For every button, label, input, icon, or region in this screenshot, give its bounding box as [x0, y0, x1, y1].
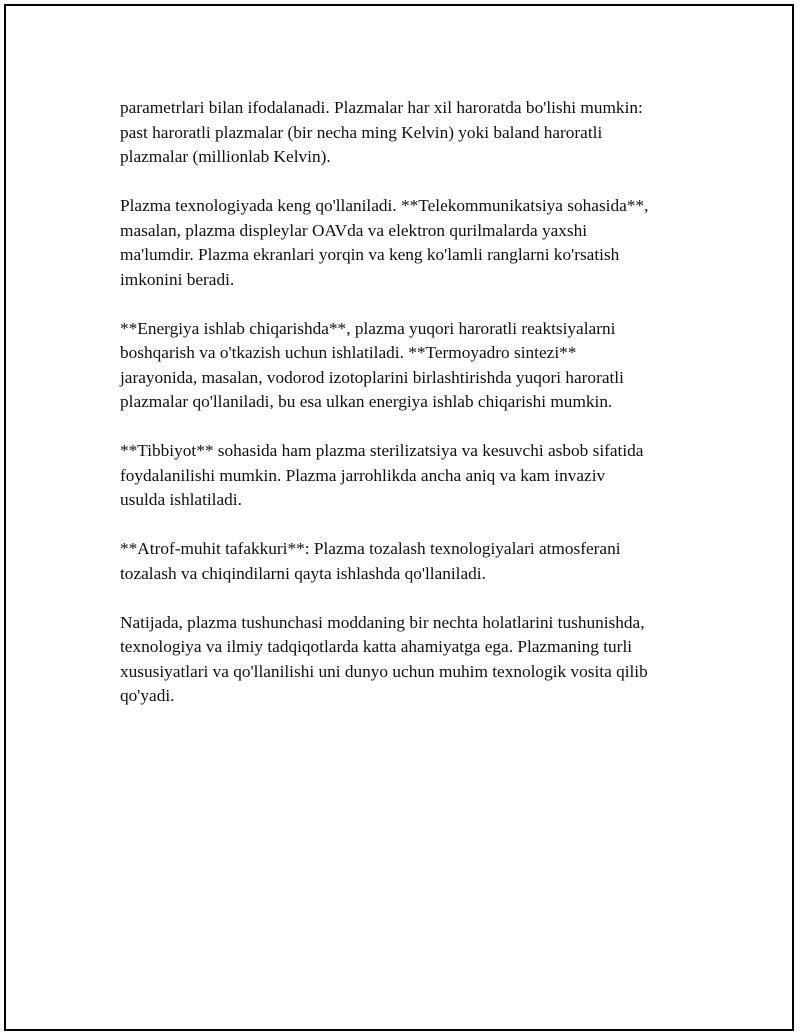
text-line: jarayonida, masalan, vodorod izotoplarini birlashtirishda yuqori haroratli	[120, 367, 624, 387]
document-page	[4, 4, 794, 1031]
text-line: usulda ishlatiladi.	[120, 490, 242, 509]
text-line: qo'yadi.	[120, 686, 175, 705]
text-line: Plazma texnologiyada keng qo'llaniladi. **Telekommunikatsiya sohasida**,	[120, 196, 649, 215]
text-line: plazmalar qo'llaniladi, bu esa ulkan energiya ishlab chiqarishi mumkin.	[120, 392, 613, 411]
paragraph-4	[120, 439, 700, 513]
text-line: Natijada, plazma tushunchasi moddaning bir nechta holatlarini tushunishda,	[120, 612, 645, 632]
text-line: tozalash va chiqindilarni qayta ishlashda qo'llaniladi.	[120, 563, 486, 583]
document-body	[120, 96, 700, 733]
text-line: ma'lumdir. Plazma ekranlari yorqin va keng ko'lamli ranglarni ko'rsatish	[120, 245, 620, 264]
text-line: boshqarish va o'tkazish uchun ishlatiladi. **Termoyadro sintezi**	[120, 343, 577, 362]
text-line: xususiyatlari va qo'llanilishi uni dunyo uchun muhim texnologik vosita qilib	[120, 661, 648, 681]
text-line: plazmalar (millionlab Kelvin).	[120, 147, 331, 166]
paragraph-6	[120, 611, 700, 709]
paragraph-2	[120, 194, 700, 292]
text-line: texnologiya va ilmiy tadqiqotlarda katta ahamiyatga ega. Plazmaning turli	[120, 637, 633, 656]
text-line: **Energiya ishlab chiqarishda**, plazma yuqori haroratli reaktsiyalarni	[120, 318, 616, 338]
text-line: parametrlari bilan ifodalanadi. Plazmalar har xil haroratda bo'lishi mumkin:	[120, 98, 643, 117]
text-line: foydalanilishi mumkin. Plazma jarrohlikda ancha aniq va kam invaziv	[120, 465, 606, 485]
text-line: **Atrof-muhit tafakkuri**: Plazma tozalash texnologiyalari atmosferani	[120, 539, 621, 558]
paragraph-1	[120, 96, 700, 170]
text-line: **Tibbiyot** sohasida ham plazma sterilizatsiya va kesuvchi asbob sifatida	[120, 441, 644, 460]
paragraph-3	[120, 317, 700, 415]
text-line: past haroratli plazmalar (bir necha ming Kelvin) yoki baland haroratli	[120, 122, 603, 142]
text-line: masalan, plazma displeylar OAVda va elektron qurilmalarda yaxshi	[120, 220, 588, 240]
paragraph-5	[120, 537, 700, 586]
text-line: imkonini beradi.	[120, 269, 235, 289]
